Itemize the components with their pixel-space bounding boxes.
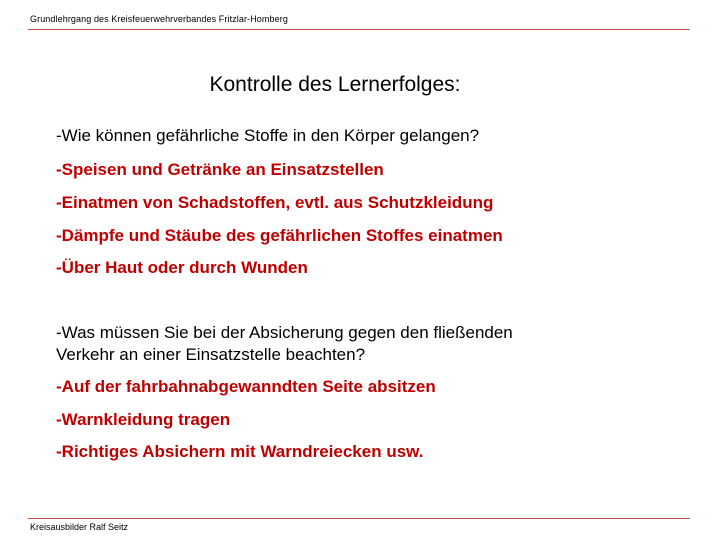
answer-1-3: -Dämpfe und Stäube des gefährlichen Stoffes einatmen — [56, 226, 503, 245]
answer-2-1: -Auf der fahrbahnabgewanndten Seite absitzen — [56, 377, 436, 396]
answer-1-2: -Einatmen von Schadstoffen, evtl. aus Schutzkleidung — [56, 193, 494, 212]
slide-title: Kontrolle des Lernerfolges: — [209, 73, 461, 96]
header-divider — [28, 29, 690, 30]
question-2-line-2: Verkehr an einer Einsatzstelle beachten? — [56, 345, 366, 364]
answer-2-3: -Richtiges Absichern mit Warndreiecken usw. — [56, 442, 424, 461]
footer-divider — [28, 518, 690, 519]
answer-2-2: -Warnkleidung tragen — [56, 410, 231, 429]
page-footer: Kreisausbilder Ralf Seitz — [30, 522, 129, 532]
answer-1-4: -Über Haut oder durch Wunden — [56, 258, 308, 277]
answer-1-1: -Speisen und Getränke an Einsatzstellen — [56, 160, 384, 179]
question-1: -Wie können gefährliche Stoffe in den Körper gelangen? — [56, 126, 480, 145]
question-2-line-1: -Was müssen Sie bei der Absicherung gegen den fließenden — [56, 323, 513, 342]
page-header: Grundlehrgang des Kreisfeuerwehrverbandes Fritzlar-Homberg — [30, 14, 288, 24]
